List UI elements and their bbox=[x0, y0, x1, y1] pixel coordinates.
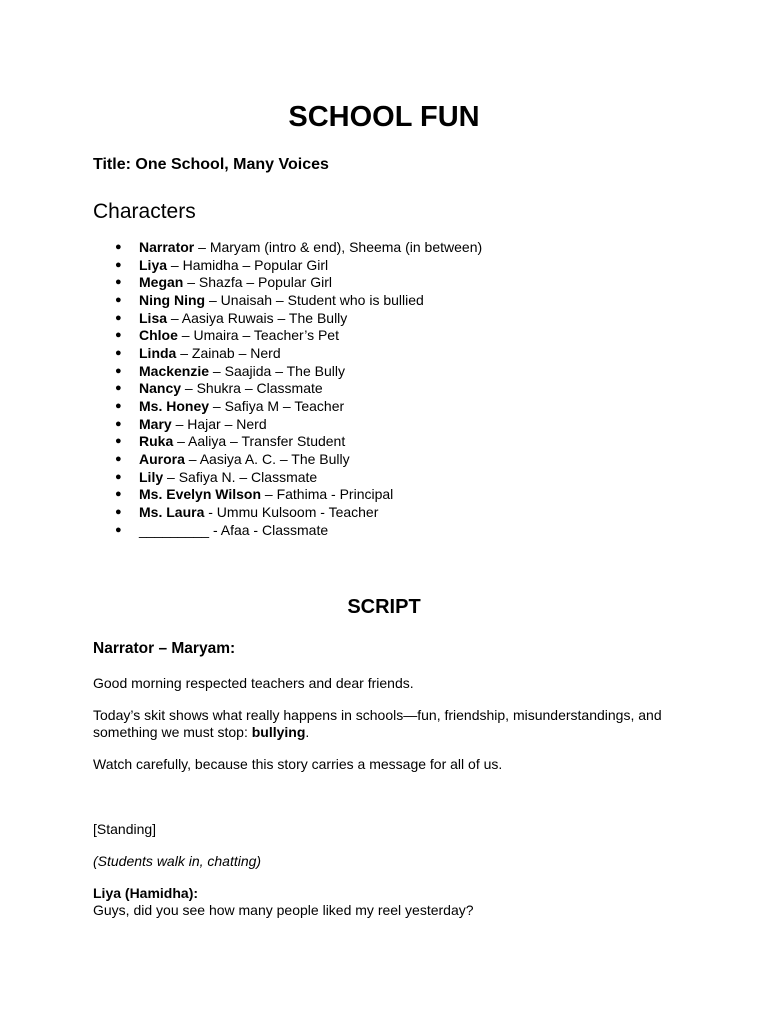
intro-period: . bbox=[305, 724, 310, 740]
character-role: – Maryam (intro & end), Sheema (in between) bbox=[194, 239, 483, 255]
character-item bbox=[93, 522, 482, 540]
character-role: – Hajar – Nerd bbox=[171, 415, 267, 432]
character-role: – Safiya M – Teacher bbox=[209, 397, 345, 414]
character-name: Mary bbox=[139, 415, 172, 432]
character-item bbox=[93, 416, 482, 434]
bullet-icon: ● bbox=[115, 311, 122, 324]
character-item bbox=[93, 239, 482, 257]
bullet-icon: ● bbox=[115, 258, 122, 271]
character-item bbox=[93, 398, 482, 416]
liya-dialogue bbox=[93, 885, 683, 919]
liya-line: Guys, did you see how many people liked my reel yesterday? bbox=[93, 902, 474, 918]
character-name: Ruka bbox=[139, 433, 174, 450]
character-name: Liya bbox=[139, 256, 168, 273]
character-role: – Shukra – Classmate bbox=[181, 380, 323, 397]
character-role: – Shazfa – Popular Girl bbox=[183, 274, 332, 291]
stage-direction-students: (Students walk in, chatting) bbox=[93, 853, 262, 869]
bullet-icon: ● bbox=[115, 293, 122, 306]
character-role: – Umaira – Teacher’s Pet bbox=[177, 327, 339, 344]
bullet-icon: ● bbox=[115, 470, 122, 483]
character-item bbox=[93, 486, 482, 504]
character-item bbox=[93, 363, 482, 381]
character-item bbox=[93, 310, 482, 328]
bullet-icon: ● bbox=[115, 417, 122, 430]
character-item bbox=[93, 469, 482, 487]
liya-speaker: Liya (Hamidha): bbox=[93, 885, 199, 901]
character-name: Lily bbox=[139, 468, 164, 485]
character-name: Megan bbox=[139, 274, 184, 291]
document-title: SCHOOL FUN bbox=[288, 101, 480, 133]
character-item bbox=[93, 292, 482, 310]
character-role: _________ - Afaa - Classmate bbox=[139, 521, 329, 538]
bullet-icon: ● bbox=[115, 505, 122, 518]
character-name: Ning Ning bbox=[139, 291, 206, 308]
character-name: Aurora bbox=[139, 450, 185, 467]
character-item bbox=[93, 274, 482, 292]
character-name: Lisa bbox=[139, 309, 168, 326]
bullet-icon: ● bbox=[115, 241, 122, 253]
script-heading: SCRIPT bbox=[347, 596, 421, 618]
bullet-icon: ● bbox=[115, 435, 122, 448]
bullet-icon: ● bbox=[115, 399, 122, 412]
character-name: Ms. Evelyn Wilson bbox=[139, 486, 262, 503]
bullying-emphasis: bullying bbox=[251, 724, 306, 740]
character-role: – Safiya N. – Classmate bbox=[163, 468, 318, 485]
character-item bbox=[93, 451, 482, 469]
character-role: – Fathima - Principal bbox=[261, 486, 394, 503]
character-item bbox=[93, 433, 482, 451]
character-role: – Aasiya A. C. – The Bully bbox=[184, 450, 350, 467]
character-role: - Ummu Kulsoom - Teacher bbox=[204, 503, 379, 520]
character-name: Nancy bbox=[139, 380, 182, 397]
stage-direction-standing: [Standing] bbox=[93, 821, 157, 837]
character-item bbox=[93, 345, 482, 363]
bullet-icon: ● bbox=[115, 346, 122, 359]
characters-list bbox=[93, 239, 482, 539]
character-role: – Unaisah – Student who is bullied bbox=[205, 291, 424, 308]
bullet-icon: ● bbox=[115, 488, 122, 501]
character-name: Ms. Laura bbox=[139, 503, 205, 520]
character-item bbox=[93, 327, 482, 345]
character-name: Ms. Honey bbox=[139, 397, 210, 414]
bullet-icon: ● bbox=[115, 364, 122, 377]
character-name: Narrator bbox=[139, 239, 195, 255]
character-item bbox=[93, 504, 482, 522]
character-item bbox=[93, 257, 482, 275]
characters-heading: Characters bbox=[93, 200, 196, 223]
intro-text: Today’s skit shows what really happens in schools—fun, friendship, misunderstandings, and something we must stop: bbox=[93, 707, 662, 740]
character-name: Linda bbox=[139, 344, 177, 361]
character-role: – Aaliya – Transfer Student bbox=[173, 433, 346, 450]
narrator-heading: Narrator – Maryam: bbox=[93, 640, 236, 657]
bullet-icon: ● bbox=[115, 276, 122, 289]
character-role: – Zainab – Nerd bbox=[176, 344, 281, 361]
character-role: – Hamidha – Popular Girl bbox=[167, 256, 329, 273]
character-role: – Saajida – The Bully bbox=[209, 362, 345, 379]
bullet-icon: ● bbox=[115, 382, 122, 395]
character-role: – Aasiya Ruwais – The Bully bbox=[167, 309, 348, 326]
play-subtitle: Title: One School, Many Voices bbox=[93, 156, 329, 173]
bullet-icon: ● bbox=[115, 329, 122, 342]
character-name: Mackenzie bbox=[139, 362, 210, 379]
bullet-icon: ● bbox=[115, 523, 122, 536]
character-name: Chloe bbox=[139, 327, 178, 344]
character-item bbox=[93, 380, 482, 398]
greeting-paragraph: Good morning respected teachers and dear friends. bbox=[93, 675, 414, 691]
message-paragraph: Watch carefully, because this story carries a message for all of us. bbox=[93, 756, 503, 772]
bullet-icon: ● bbox=[115, 452, 122, 465]
intro-paragraph bbox=[93, 707, 683, 741]
